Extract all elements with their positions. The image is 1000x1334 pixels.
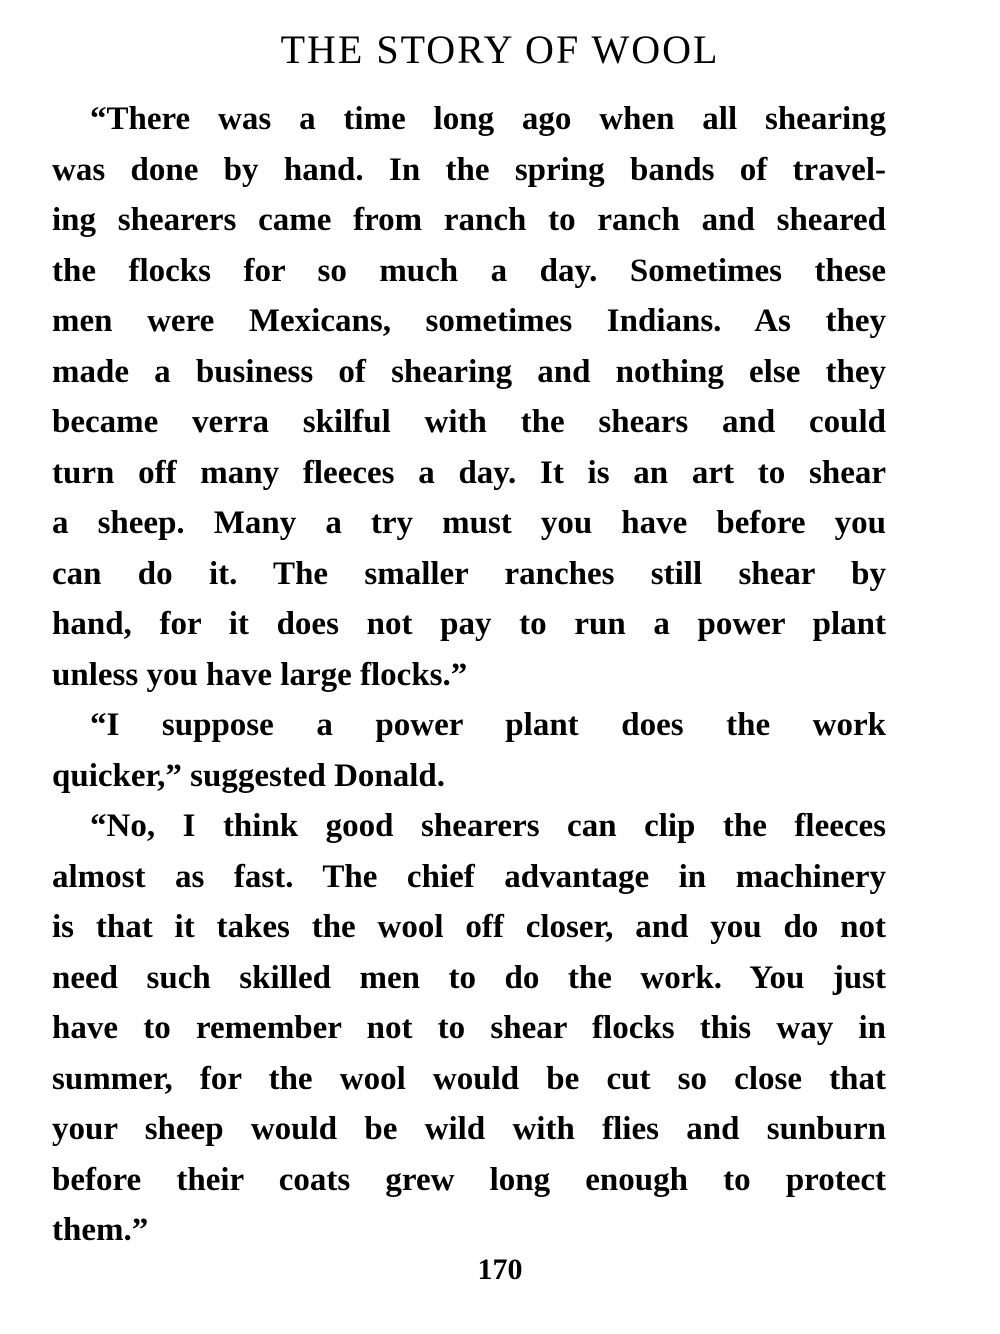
text-line: a sheep. Many a try must you have before you (52, 505, 886, 541)
text-line: the flocks for so much a day. Sometimes these (52, 252, 886, 289)
text-line: made a business of shearing and nothing else they (52, 353, 886, 390)
text-line: before their coats grew long enough to protect (52, 1161, 886, 1198)
text-line: quicker,” suggested Donald. (52, 757, 446, 794)
text-line: “There was a time long ago when all shearing (90, 101, 886, 137)
text-line: them.” (52, 1212, 149, 1248)
text-line: can do it. The smaller ranches still shear by (52, 555, 886, 592)
text-line: turn off many fleeces a day. It is an art to shear (52, 454, 886, 491)
text-line: “No, I think good shearers can clip the fleeces (90, 808, 886, 844)
text-line: was done by hand. In the spring bands of travel- (52, 151, 886, 188)
text-line: “I suppose a power plant does the work (90, 707, 886, 743)
paragraph-2 (52, 700, 886, 801)
text-line: have to remember not to shear flocks this way in (52, 1010, 886, 1046)
body-text (52, 94, 886, 1256)
text-line: is that it takes the wool off closer, and you do not (52, 909, 886, 945)
paragraph-1 (52, 94, 886, 700)
text-line: hand, for it does not pay to run a power plant (52, 606, 886, 642)
text-line: summer, for the wool would be cut so close that (52, 1060, 886, 1097)
page-number: 170 (477, 1253, 523, 1286)
text-line: ing shearers came from ranch to ranch and sheared (52, 202, 886, 238)
text-line: men were Mexicans, sometimes Indians. As they (52, 303, 886, 339)
running-head-title: THE STORY OF WOOL (280, 27, 720, 72)
text-line: unless you have large flocks.” (52, 656, 468, 693)
paragraph-3 (52, 801, 886, 1256)
text-line: became verra skilful with the shears and could (52, 404, 886, 440)
text-line: need such skilled men to do the work. You just (52, 959, 886, 996)
text-line: almost as fast. The chief advantage in machinery (52, 858, 886, 895)
text-line: your sheep would be wild with flies and sunburn (52, 1111, 886, 1147)
